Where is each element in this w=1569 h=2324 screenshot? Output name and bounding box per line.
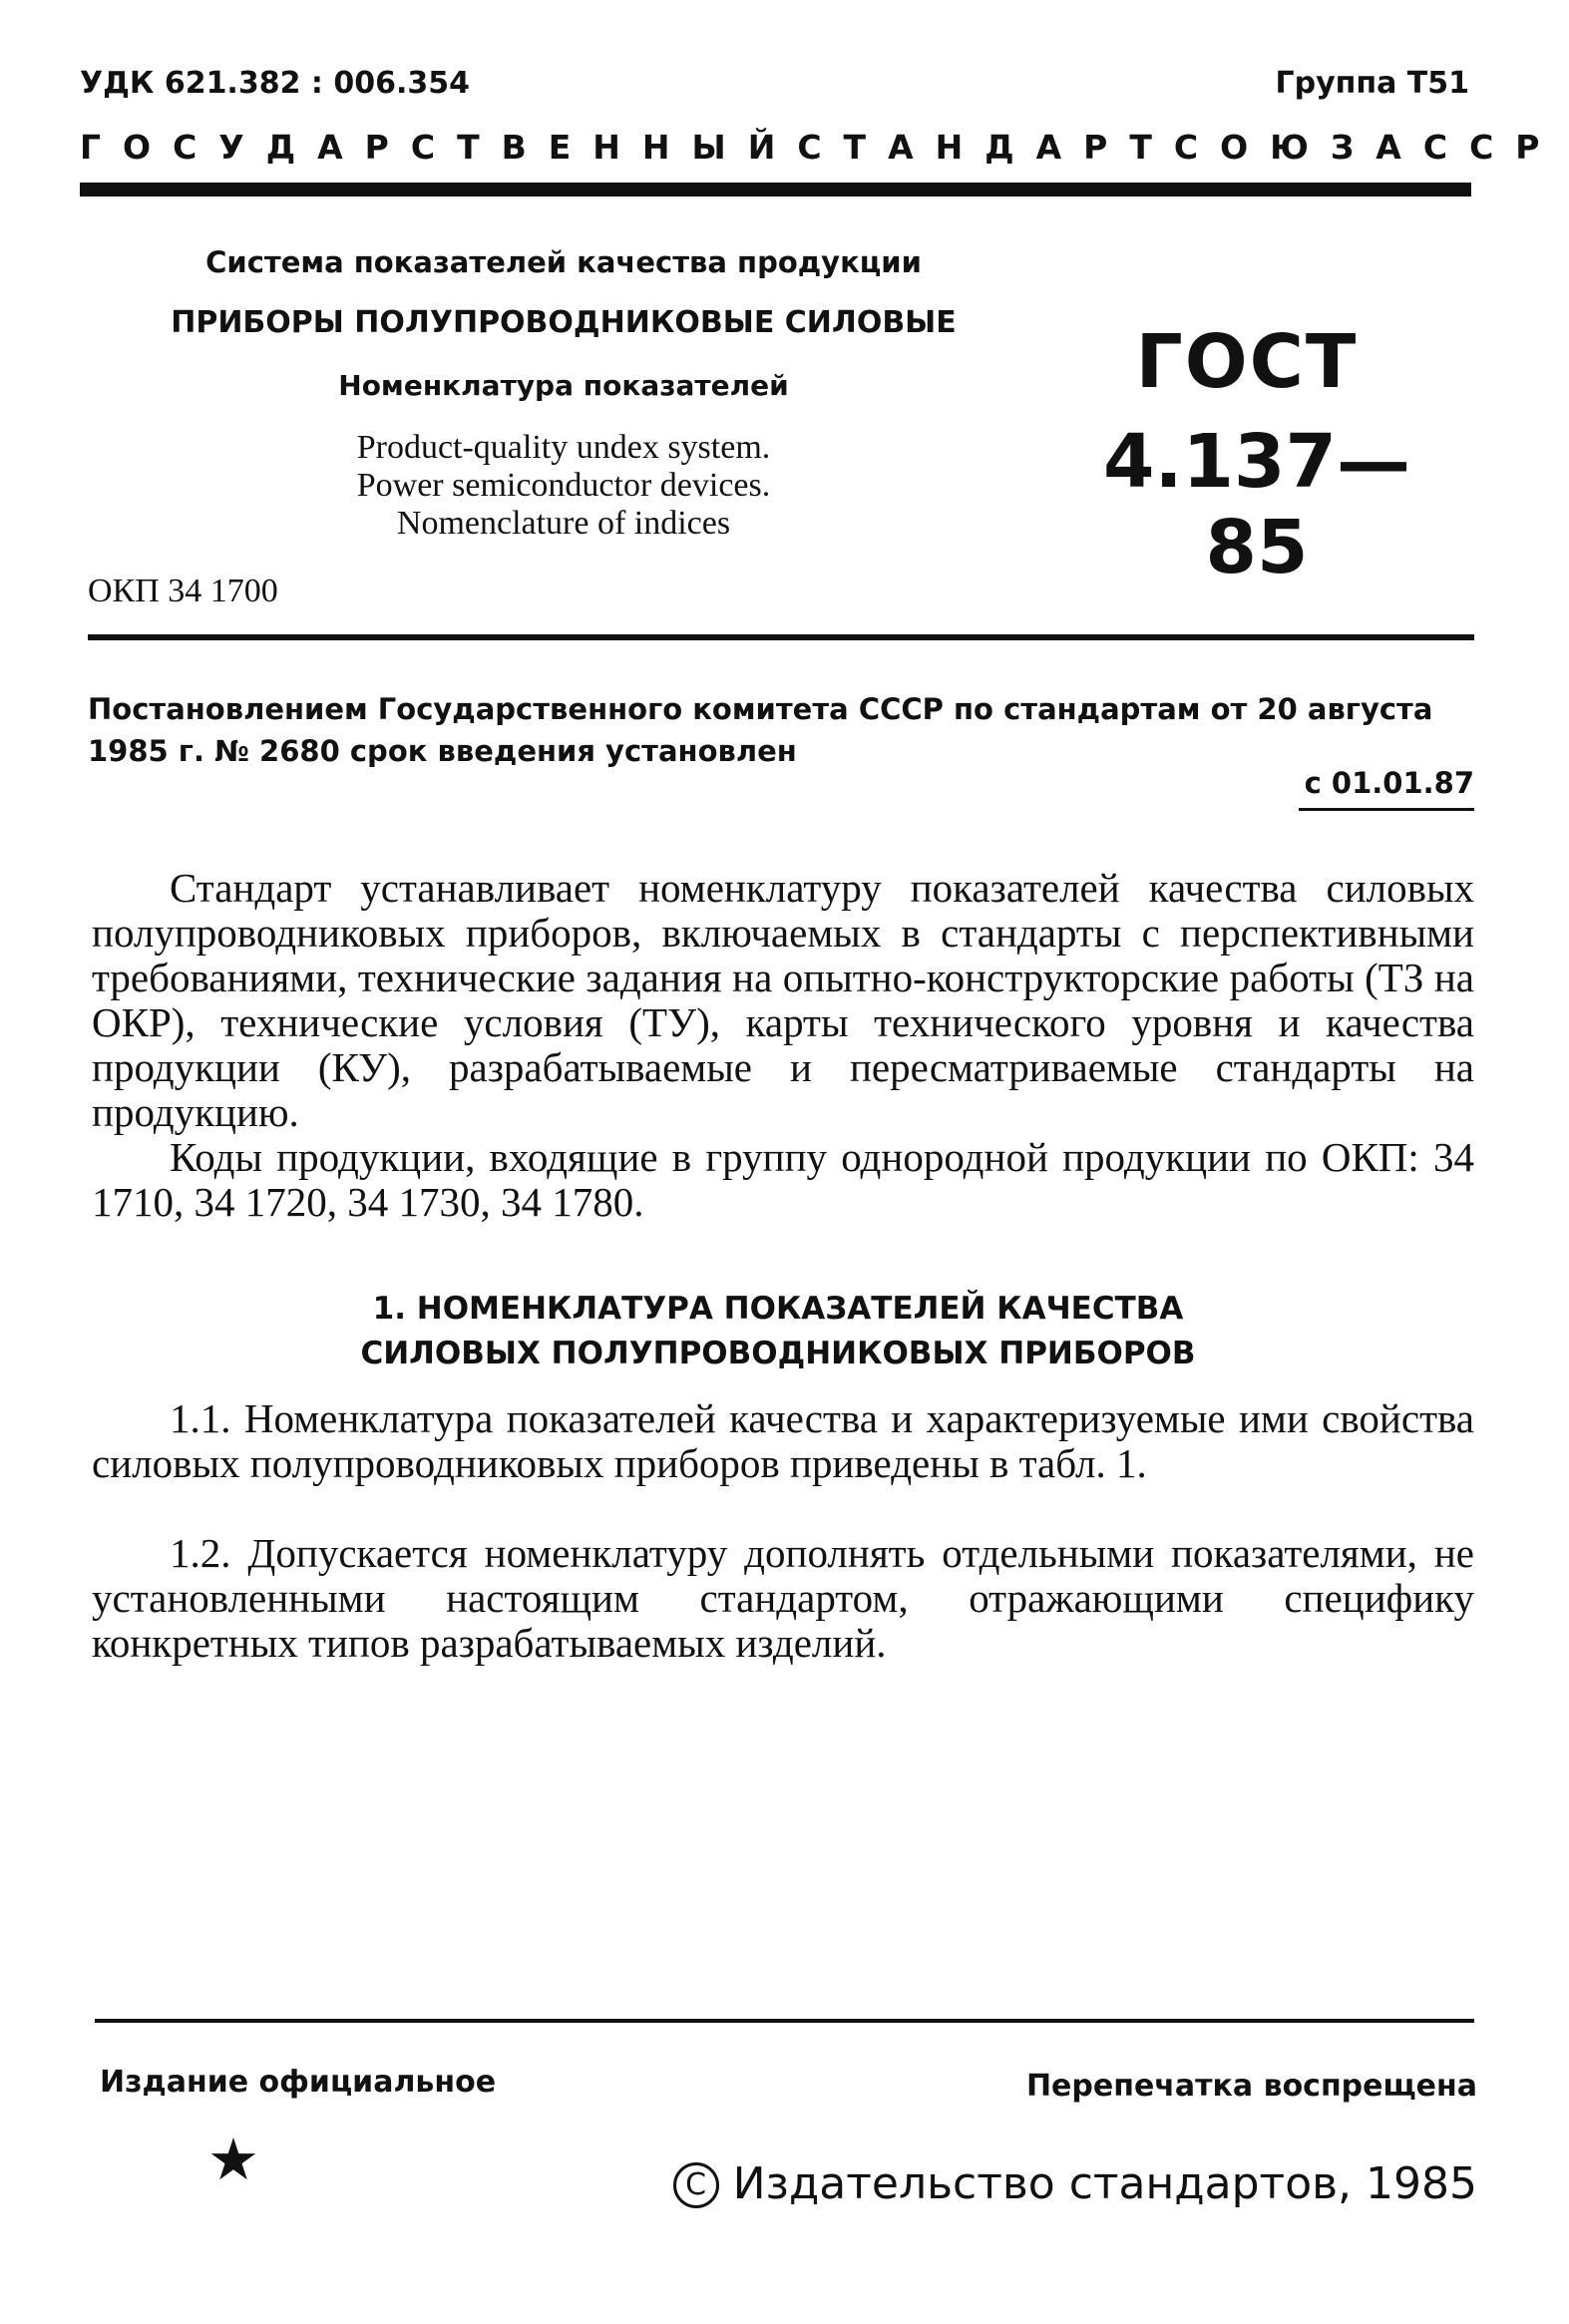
footer-rule [95, 2019, 1474, 2023]
english-title-line-1: Product-quality undex system. [356, 429, 771, 466]
effective-date-underline [1299, 808, 1474, 811]
okp-code: ОКП 34 1700 [88, 573, 278, 609]
official-edition-label: Издание официальное [100, 2065, 497, 2100]
state-standard-word-4: ССР [1422, 128, 1562, 167]
reprint-prohibited-label: Перепечатка воспрещена [1025, 2069, 1477, 2104]
state-standard-heading [80, 128, 1562, 167]
gost-number: 4.137—85 [1102, 419, 1411, 590]
section-1-heading-line-1: 1. НОМЕНКЛАТУРА ПОКАЗАТЕЛЕЙ КАЧЕСТВА [372, 1291, 1184, 1327]
title-rule [88, 634, 1474, 640]
english-title-line-2: Power semiconductor devices. [356, 467, 771, 504]
copyright-icon: С [673, 2162, 719, 2208]
udk-code: УДК 621.382 : 006.354 [80, 66, 470, 101]
section-1-heading-line-2: СИЛОВЫХ ПОЛУПРОВОДНИКОВЫХ ПРИБОРОВ [360, 1336, 1196, 1371]
group-code: Группа Т51 [1275, 66, 1469, 101]
effective-date: с 01.01.87 [1304, 766, 1474, 800]
state-standard-word-2: СТАНДАРТ [797, 128, 1174, 167]
header-rule [80, 183, 1471, 196]
gost-label: ГОСТ [1135, 319, 1359, 405]
document-title: ПРИБОРЫ ПОЛУПРОВОДНИКОВЫЕ СИЛОВЫЕ [171, 305, 957, 340]
decree-text: Постановлением Государственного комитета СССР по стандартам от 20 августа 1985 г. № 2680 срок введения установлен [88, 692, 1433, 768]
star-icon: ★ [207, 2126, 259, 2193]
intro-paragraph: Стандарт устанавливает номенклатуру показателей качества силовых полупроводниковых приборов, включаемых в стандарты с перспективными требованиями, технические задания на опытно-конструкторские работы (ТЗ на ОКР), технические условия (ТУ), карты технического уровня и качества продукции (КУ), разрабатываемые и пересматриваемые стандарты на продукцию. [92, 865, 1474, 1135]
english-title [170, 429, 958, 543]
copyright-text: Издательство стандартов, 1985 [732, 2158, 1477, 2209]
document-subtitle: Номенклатура показателей [338, 369, 789, 402]
copyright-notice [673, 2158, 1477, 2209]
english-title-line-3: Nomenclature of indices [396, 505, 731, 542]
system-title: Система показателей качества продукции [205, 245, 922, 279]
okp-codes-paragraph: Коды продукции, входящие в группу однородной продукции по ОКП: 34 1710, 34 1720, 34 1730, 34 1780. [92, 1134, 1474, 1225]
state-standard-word-3: СОЮЗА [1173, 128, 1423, 167]
clause-1-1: 1.1. Номенклатура показателей качества и характеризуемые ими свойства силовых полупроводниковых приборов приведены в табл. 1. [92, 1395, 1474, 1486]
section-1-heading [170, 1287, 1386, 1376]
state-standard-word-1: ГОСУДАРСТВЕННЫЙ [80, 128, 798, 167]
clause-1-2: 1.2. Допускается номенклатуру дополнять отдельными показателями, не установленными настоящим стандартом, отражающими специфику конкретных типов разрабатываемых изделий. [92, 1530, 1474, 1666]
